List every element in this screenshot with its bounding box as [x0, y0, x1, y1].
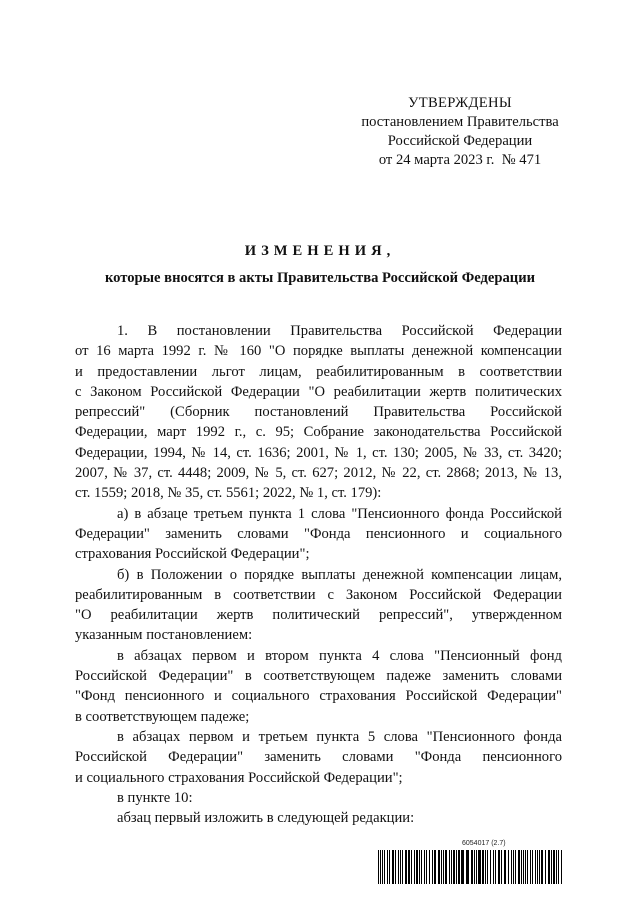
body-line: реабилитированным в соответствии с Законом Российской Федерации	[75, 586, 562, 603]
body-line: "О реабилитации жертв политический репрессий", утвержденном	[75, 607, 562, 624]
body-line: Федерации, март 1992 г., с. 95; Собрание законодательства Российской	[75, 424, 562, 441]
body-line: в соответствующем падеже;	[75, 708, 250, 725]
body-line: репрессий" (Сборник постановлений Правительства Российской	[75, 404, 562, 421]
body-line: абзац первый изложить в следующей редакции:	[117, 810, 415, 827]
body-line: а) в абзаце третьем пункта 1 слова "Пенсионного фонда Российской	[117, 505, 562, 522]
document-body	[75, 321, 562, 828]
barcode-icon	[378, 850, 563, 884]
body-line: "Фонд пенсионного и социального страхования Российской Федерации"	[75, 688, 562, 705]
body-line: в абзацах первом и втором пункта 4 слова "Пенсионный фонд	[117, 647, 562, 664]
body-line: страхования Российской Федерации";	[75, 546, 310, 563]
approval-line-government: Российской Федерации	[387, 133, 533, 149]
body-line: и социального страхования Российской Федерации";	[75, 769, 403, 786]
body-line: и предоставлении льгот лицам, реабилитированным в соответствии	[75, 363, 562, 380]
approval-line-resolution: постановлением Правительства	[361, 114, 559, 130]
body-line: Российской Федерации" в соответствующем падеже заменить словами	[75, 668, 562, 685]
approval-heading: УТВЕРЖДЕНЫ	[408, 95, 512, 111]
body-line: в пункте 10:	[117, 789, 193, 806]
body-line: 1. В постановлении Правительства Российской Федерации	[117, 323, 562, 339]
approval-line-date-number: от 24 марта 2023 г. № 471	[378, 152, 542, 168]
body-line: от 16 марта 1992 г. № 160 "О порядке выплаты денежной компенсации	[75, 343, 562, 360]
body-line: ст. 1559; 2018, № 35, ст. 5561; 2022, № 1, ст. 179):	[75, 485, 382, 502]
body-line: указанным постановлением:	[75, 627, 253, 644]
body-line: с Законом Российской Федерации "О реабилитации жертв политических	[75, 383, 562, 400]
body-line: Российской Федерации" заменить словами "Фонда пенсионного	[75, 749, 562, 766]
document-title: ИЗМЕНЕНИЯ,	[244, 243, 396, 259]
body-line: Федерации" заменить словами "Фонда пенсионного и социального	[75, 525, 562, 542]
document-subtitle: которые вносятся в акты Правительства Российской Федерации	[104, 270, 536, 286]
body-line: Федерации, 1994, № 14, ст. 1636; 2001, № 1, ст. 130; 2005, № 33, ст. 3420;	[75, 444, 562, 461]
approval-block	[340, 94, 580, 170]
body-line: б) в Положении о порядке выплаты денежной компенсации лицам,	[117, 566, 562, 583]
body-line: 2007, № 37, ст. 4448; 2009, № 5, ст. 627; 2012, № 22, ст. 2868; 2013, № 13,	[75, 465, 562, 482]
body-line: в абзацах первом и третьем пункта 5 слова "Пенсионного фонда	[117, 728, 562, 745]
barcode-label: 6054017 (2.7)	[462, 840, 506, 847]
